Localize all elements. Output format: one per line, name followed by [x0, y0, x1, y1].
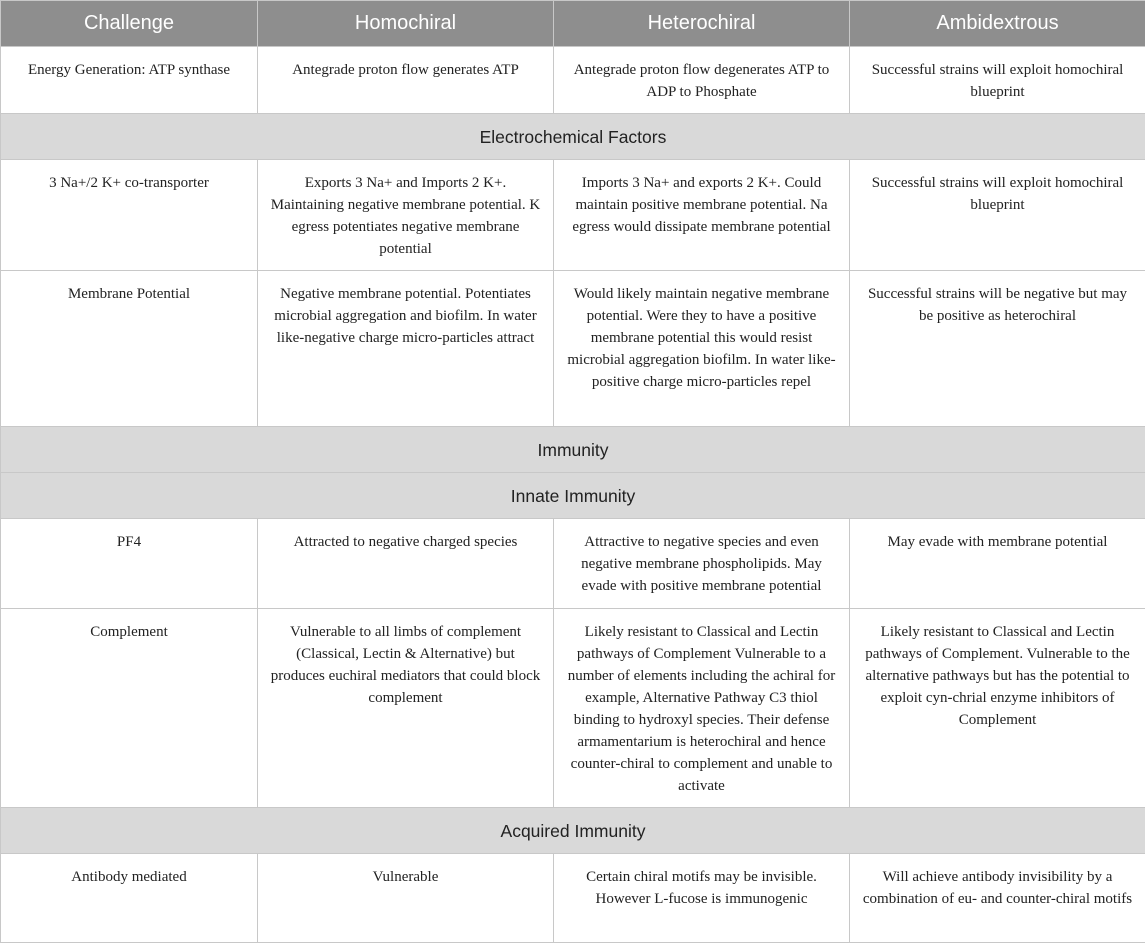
table-cell: Attracted to negative charged species: [258, 519, 554, 609]
header-row: [1, 1, 1145, 47]
section-label: Immunity: [1, 427, 1145, 473]
table-cell: Imports 3 Na+ and exports 2 K+. Could maintain positive membrane potential. Na egress would dissipate membrane potential: [554, 160, 850, 271]
header-heterochiral: Heterochiral: [554, 1, 850, 47]
table-cell: Attractive to negative species and even negative membrane phospholipids. May evade with positive membrane potential: [554, 519, 850, 609]
table-cell: Energy Generation: ATP synthase: [1, 47, 258, 114]
table-cell: Antegrade proton flow degenerates ATP to ADP to Phosphate: [554, 47, 850, 114]
table-cell: Successful strains will be negative but may be positive as heterochiral: [850, 271, 1145, 427]
table-row: [1, 271, 1145, 427]
table-row: [1, 854, 1145, 943]
table-cell: May evade with membrane potential: [850, 519, 1145, 609]
table-cell: Antibody mediated: [1, 854, 258, 943]
table-cell: Antegrade proton flow generates ATP: [258, 47, 554, 114]
table-row: [1, 160, 1145, 271]
table-cell: Likely resistant to Classical and Lectin pathways of Complement. Vulnerable to the alternative pathways but has the potential to exploit cyn-chrial enzyme inhibitors of Complement: [850, 609, 1145, 808]
header-challenge: Challenge: [1, 1, 258, 47]
table-cell: Vulnerable: [258, 854, 554, 943]
table-cell: Successful strains will exploit homochiral blueprint: [850, 160, 1145, 271]
table-cell: Complement: [1, 609, 258, 808]
section-row: [1, 808, 1145, 854]
table-cell: Negative membrane potential. Potentiates microbial aggregation and biofilm. In water like-negative charge micro-particles attract: [258, 271, 554, 427]
section-label: Electrochemical Factors: [1, 114, 1145, 160]
header-homochiral: Homochiral: [258, 1, 554, 47]
section-row: [1, 427, 1145, 473]
table-cell: Vulnerable to all limbs of complement (Classical, Lectin & Alternative) but produces euchiral mediators that could block complement: [258, 609, 554, 808]
table-row: [1, 47, 1145, 114]
header-ambidextrous: Ambidextrous: [850, 1, 1145, 47]
table-cell: Likely resistant to Classical and Lectin pathways of Complement Vulnerable to a number of elements including the achiral for example, Alternative Pathway C3 thiol binding to hydroxyl species. Their defense armamentarium is heterochiral and hence counter-chiral to complement and unable to activate: [554, 609, 850, 808]
table-row: [1, 519, 1145, 609]
section-row: [1, 473, 1145, 519]
table-cell: Membrane Potential: [1, 271, 258, 427]
section-row: [1, 114, 1145, 160]
section-label: Innate Immunity: [1, 473, 1145, 519]
table-cell: Would likely maintain negative membrane potential. Were they to have a positive membrane potential this would resist microbial aggregation biofilm. In water like-positive charge micro-particles repel: [554, 271, 850, 427]
table-cell: Successful strains will exploit homochiral blueprint: [850, 47, 1145, 114]
table-cell: PF4: [1, 519, 258, 609]
table-cell: Will achieve antibody invisibility by a combination of eu- and counter-chiral motifs: [850, 854, 1145, 943]
table-cell: 3 Na+/2 K+ co-transporter: [1, 160, 258, 271]
table-cell: Certain chiral motifs may be invisible. However L-fucose is immunogenic: [554, 854, 850, 943]
table-cell: Exports 3 Na+ and Imports 2 K+. Maintaining negative membrane potential. K egress potentiates negative membrane potential: [258, 160, 554, 271]
section-label: Acquired Immunity: [1, 808, 1145, 854]
table-row: [1, 609, 1145, 808]
